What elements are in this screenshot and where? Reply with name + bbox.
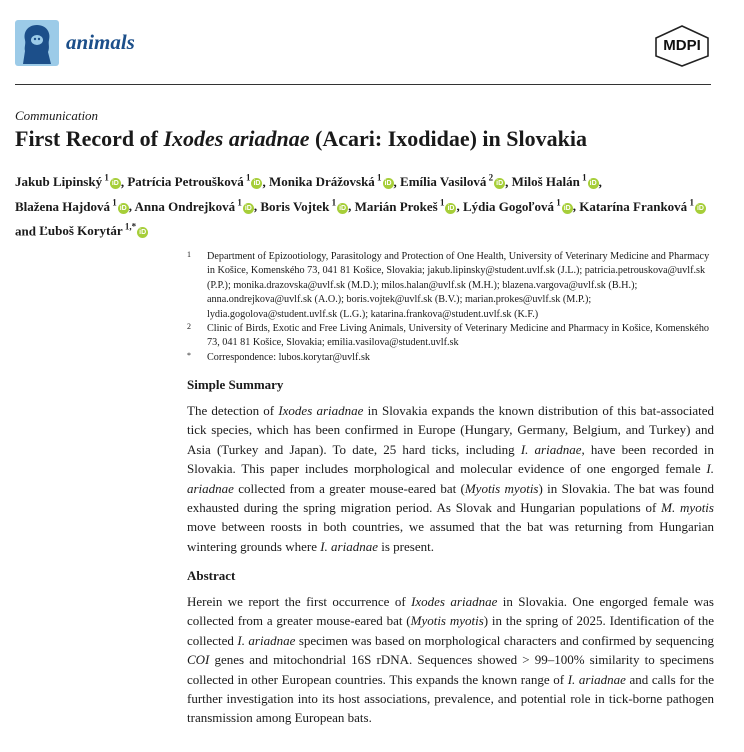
author-affiliation-marker: 1 <box>553 197 561 208</box>
author-name[interactable]: Ľuboš Korytár $^{1,*}$iD <box>39 221 147 238</box>
publisher-logo[interactable] <box>652 24 712 68</box>
text-run: ) in Slovakia. The bat was found exhausted during the spring migration period. As Slovak and Hungarian populations of <box>187 480 715 516</box>
author-affiliation-marker: 1 <box>235 197 242 208</box>
italic-term: Myotis myotis <box>410 613 484 629</box>
italic-term: I. ariadnae <box>520 441 582 457</box>
author-affiliation-marker: 1 <box>102 173 109 183</box>
text-run: , have been recorded in Slovakia. This paper includes morphological and molecular evidence of one engorged female <box>187 441 714 477</box>
journal-name[interactable]: animals <box>66 30 135 54</box>
orcid-icon[interactable]: iD <box>384 180 392 188</box>
simple-summary-section <box>187 377 714 556</box>
text-run: and calls for the further investigation into its host associations, prevalence, and potential role in tick-borne pathogen transmission among European bats. <box>187 671 714 726</box>
author-name[interactable]: Miloš Halán $^1$iD <box>511 173 597 190</box>
orcid-icon[interactable]: iD <box>111 180 119 188</box>
author-affiliation-marker: 1,* <box>122 221 137 232</box>
affiliation-text: Correspondence: lubos.korytar@uvlf.sk <box>207 351 371 363</box>
affiliation-item <box>187 322 717 351</box>
orcid-icon[interactable]: iD <box>696 204 704 212</box>
author-affiliation-marker: 1 <box>243 173 251 183</box>
text-run: is present. <box>378 538 434 554</box>
text-run: move between roosts in both countries, we assumed that the bat was returning from Hungarian wintering grounds where <box>187 519 714 554</box>
author-name[interactable]: Blažena Hajdová $^1$iD <box>15 197 127 214</box>
author-list: Jakub Lipinský $^1$iD , Patrícia Petroušková $^1$iD , Monika Drážovská $^1$iD , Emília Vasilová $^2$iD , Miloš Halán $^1$iD , Blažena Hajdová $^1$iD , Anna Ondrejková $^1$iD , Boris Vojtek $^1$iD , Marián Prokeš $^1$iD , Lýdia Gogoľová $^1$iD , Katarína Franková $^1$iD and Ľuboš Korytár $^{1,*}$iD <box>15 173 704 238</box>
italic-term: M. myotis <box>661 500 714 516</box>
simple-summary-heading: Simple Summary <box>187 377 284 392</box>
affiliations <box>187 250 717 365</box>
italic-term: I. ariadnae <box>320 538 378 554</box>
author-affiliation-marker: 2 <box>486 173 494 183</box>
header-rule <box>15 84 711 85</box>
publisher-name: MDPI <box>663 37 701 54</box>
affiliation-number: 2 <box>187 322 191 332</box>
article-title: First Record of Ixodes ariadnae (Acari: Ixodidae) in Slovakia <box>15 126 587 151</box>
author-name[interactable]: Marián Prokeš $^1$iD <box>354 197 455 214</box>
orcid-icon[interactable]: iD <box>589 180 597 188</box>
italic-term: I. ariadnae <box>567 671 626 687</box>
author-affiliation-marker: 1 <box>579 173 587 183</box>
affiliation-item <box>187 250 717 322</box>
orcid-icon[interactable]: iD <box>244 204 252 212</box>
orcid-icon[interactable]: iD <box>563 204 571 212</box>
orcid-icon[interactable]: iD <box>139 228 147 236</box>
text-run: in Slovakia. One engorged female was collected from a greater mouse-eared bat ( <box>187 594 714 629</box>
journal-monkey-logo-icon <box>15 20 59 66</box>
affiliation-item <box>187 351 717 365</box>
author-affiliation-marker: 1 <box>374 173 382 183</box>
journal-logo[interactable] <box>15 20 59 66</box>
text-run: in Slovakia expands the known distribution of this bat-associated tick species, which has been confirmed in Europe (Hungary, Germany, Belgium, and Turkey) and Asia (Turkey and Japan). To date, 25 hard ticks, including <box>187 403 715 457</box>
author-affiliation-marker: 1 <box>109 197 117 208</box>
abstract-heading: Abstract <box>187 568 236 583</box>
orcid-icon[interactable]: iD <box>339 204 347 212</box>
affiliation-text: Department of Epizootiology, Parasitology and Protection of One Health, University of Veterinary Medicine and Pharmacy in Košice, Komenského 73, 041 81 Košice, Slovakia; jakub.lipinsky@student.uvlf.sk (J.L.); patricia.petrouskova@uvlf.sk (P.P.); monika.drazovska@uvlf.sk (M.D.); milos.halan@uvlf.sk (M.H.); blazena.vargova@uvlf.sk (B.H.); anna.ondrejkova@uvlf.sk (A.O.); boris.vojtek@uvlf.sk (B.V.); marian.prokes@uvlf.sk (M.P.); lydia.gogolova@student.uvlf.sk (L.G.); katarina.frankova@student.uvlf.sk (K.F.) <box>207 251 710 320</box>
text-run: Herein we report the first occurrence of <box>187 594 412 609</box>
author-connector: and <box>15 222 36 238</box>
author-name[interactable]: Anna Ondrejková $^1$iD <box>134 197 252 214</box>
italic-term: I. ariadnae <box>237 632 296 648</box>
author-affiliation-marker: 1 <box>329 197 337 208</box>
italic-term: Myotis myotis <box>464 480 539 496</box>
author-affiliation-marker: 1 <box>437 197 445 208</box>
orcid-icon[interactable]: iD <box>447 204 455 212</box>
text-run: ) in the spring of 2025. Identification of the collected <box>187 613 715 648</box>
orcid-icon[interactable]: iD <box>253 180 261 188</box>
author-name[interactable]: Lýdia Gogoľová $^1$iD <box>462 197 571 214</box>
author-name[interactable]: Katarína Franková $^1$iD <box>579 197 704 214</box>
text-run: specimen was based on morphological characters and confirmed by sequencing <box>295 632 714 648</box>
text-run: collected from a greater mouse-eared bat ( <box>233 480 465 496</box>
abstract-text <box>187 592 714 728</box>
author-name[interactable]: Patrícia Petroušková $^1$iD <box>127 173 261 190</box>
author-name[interactable]: Jakub Lipinský $^1$iD <box>15 173 119 190</box>
author-name[interactable]: Emília Vasilová $^2$iD <box>400 173 504 190</box>
affiliation-number: 1 <box>187 250 191 259</box>
italic-term: I. ariadnae <box>187 461 714 496</box>
italic-term: Ixodes ariadnae <box>278 403 364 418</box>
orcid-icon[interactable]: iD <box>496 180 504 188</box>
italic-term: Ixodes ariadnae <box>411 594 498 609</box>
affiliation-number: * <box>187 350 191 360</box>
article-type: Communication <box>15 108 99 123</box>
orcid-icon[interactable]: iD <box>119 204 127 212</box>
simple-summary-text <box>187 401 714 556</box>
text-run: The detection of <box>187 403 279 418</box>
abstract-section <box>187 568 714 728</box>
author-affiliation-marker: 1 <box>687 197 694 208</box>
author-name[interactable]: Boris Vojtek $^1$iD <box>260 197 347 214</box>
affiliation-text: Clinic of Birds, Exotic and Free Living Animals, University of Veterinary Medicine and Pharmacy in Košice, Komenského 73, 041 81 Košice, Slovakia; emilia.vasilova@student.uvlf.sk <box>207 323 710 349</box>
text-run: genes and mitochondrial 16S rDNA. Sequences showed > 99–100% similarity to specimens collected in other European countries. This expands the known range of <box>187 652 714 687</box>
italic-term: COI <box>187 652 210 668</box>
author-name[interactable]: Monika Drážovská $^1$iD <box>268 173 392 190</box>
